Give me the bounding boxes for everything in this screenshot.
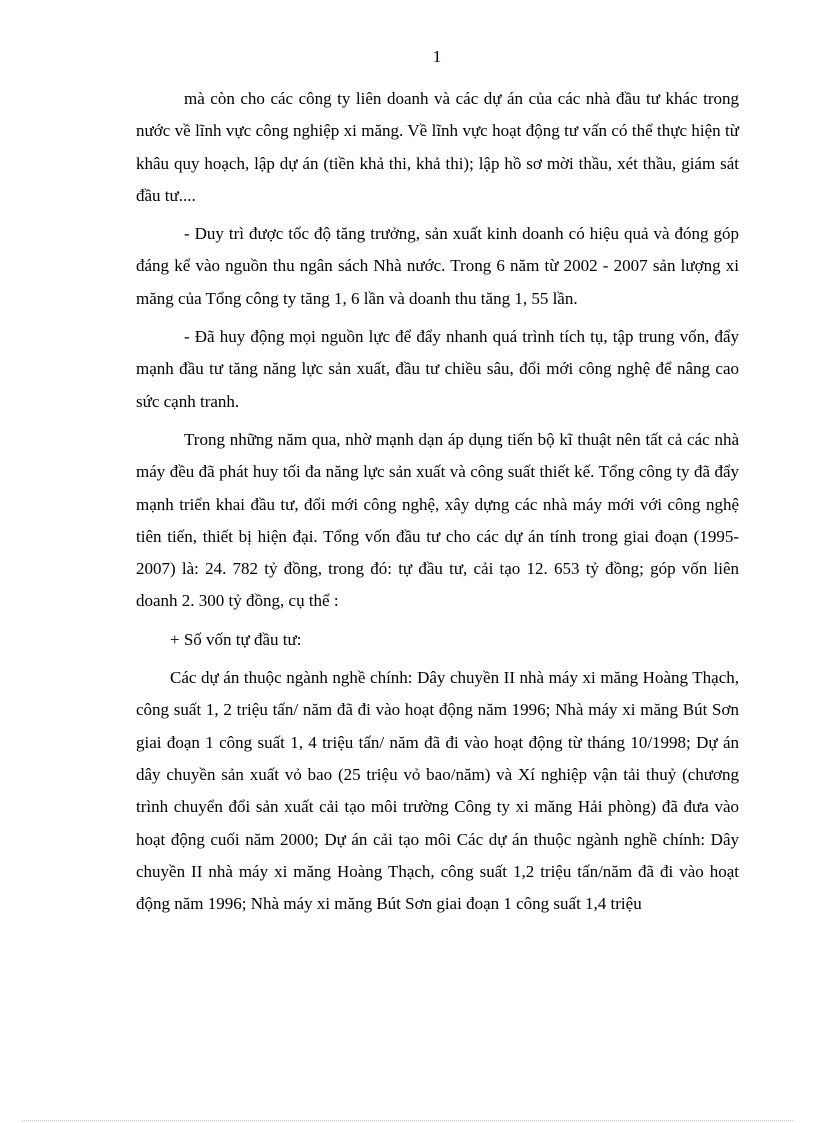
document-body	[136, 83, 739, 920]
paragraph-consulting: mà còn cho các công ty liên doanh và các dự án của các nhà đầu tư khác trong nước về lĩnh vực công nghiệp xi măng. Về lĩnh vực hoạt động tư vấn có thể thực hiện từ khâu quy hoạch, lập dự án (tiền khả thi, khả thi); lập hồ sơ mời thầu, xét thầu, giám sát đầu tư....	[136, 89, 739, 205]
paragraph-self-investment-heading: + Số vốn tự đầu tư:	[170, 629, 302, 649]
paragraph-growth: - Duy trì được tốc độ tăng trưởng, sản xuất kinh doanh có hiệu quả và đóng góp đáng kể vào nguồn thu ngân sách Nhà nước. Trong 6 năm từ 2002 - 2007 sản lượng xi măng của Tổng công ty tăng 1, 6 lần và doanh thu tăng 1, 55 lần.	[136, 224, 739, 308]
paragraph-projects: Các dự án thuộc ngành nghề chính: Dây chuyền II nhà máy xi măng Hoàng Thạch, công suất 1, 2 triệu tấn/ năm đã đi vào hoạt động năm 1996; Nhà máy xi măng Bút Sơn giai đoạn 1 công suất 1, 4 triệu tấn/ năm đã đi vào hoạt động từ tháng 10/1998; Dự án dây chuyền sản xuất vỏ bao (25 triệu vỏ bao/năm) và Xí nghiệp vận tải thuỷ (chương trình chuyển đổi sản xuất cải tạo môi trường Công ty xi măng Hải phòng) đã đưa vào hoạt động cuối năm 2000; Dự án cải tạo môi Các dự án thuộc ngành nghề chính: Dây chuyền II nhà máy xi măng Hoàng Thạch, công suất 1,2 triệu tấn/năm đã đi vào hoạt động năm 1996; Nhà máy xi măng Bút Sơn giai đoạn 1 công suất 1,4 triệu	[136, 668, 739, 914]
paragraph-investment: Trong những năm qua, nhờ mạnh dạn áp dụng tiến bộ kĩ thuật nên tất cả các nhà máy đều đã phát huy tối đa năng lực sản xuất và công suất thiết kế. Tổng công ty đã đẩy mạnh triển khai đầu tư, đổi mới công nghệ, xây dựng các nhà máy mới với công nghệ tiên tiến, thiết bị hiện đại. Tổng vốn đầu tư cho các dự án tính trong giai đoạn (1995-2007) là: 24. 782 tỷ đồng, trong đó: tự đầu tư, cải tạo 12. 653 tỷ đồng; góp vốn liên doanh 2. 300 tỷ đồng, cụ thể :	[136, 429, 739, 611]
page-number: 1	[432, 47, 442, 66]
paragraph-resources: - Đã huy động mọi nguồn lực để đẩy nhanh quá trình tích tụ, tập trung vốn, đẩy mạnh đầu tư tăng năng lực sản xuất, đầu tư chiều sâu, đổi mới công nghệ để nâng cao sức cạnh tranh.	[136, 327, 739, 411]
page-bottom-divider	[22, 1120, 793, 1121]
